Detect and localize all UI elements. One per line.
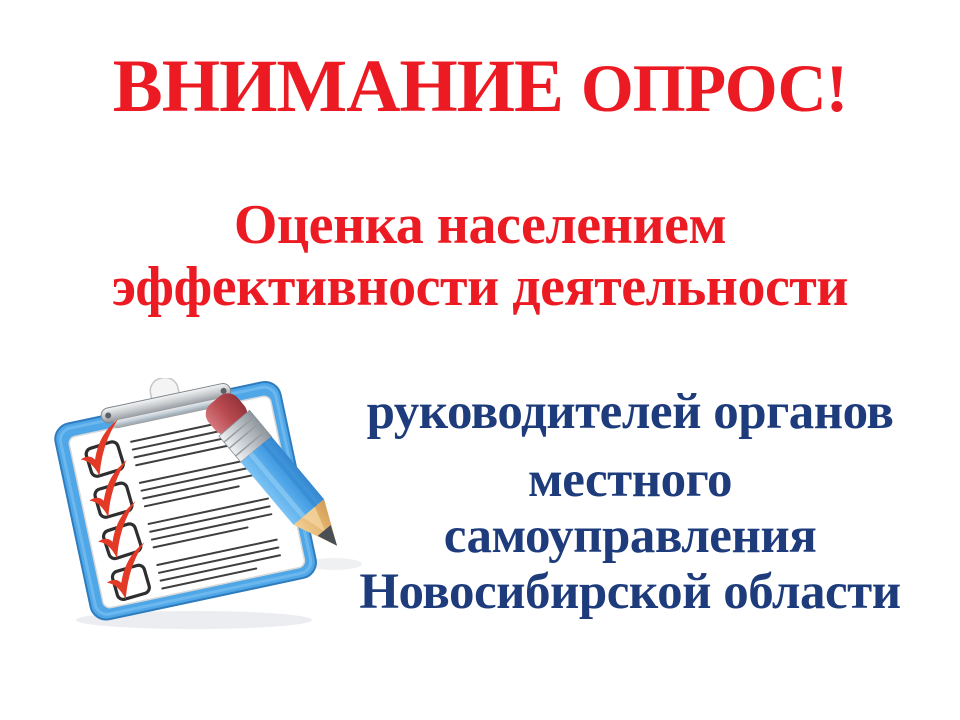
body-line-3: самоуправления — [443, 508, 817, 564]
slide-title — [0, 44, 960, 130]
body-line-2: местного — [528, 452, 732, 508]
title-survey-text: ОПРОС! — [580, 50, 848, 126]
body-line-4: Новосибирской области — [359, 564, 901, 620]
subtitle-line-1: Оценка населением — [233, 194, 727, 256]
slide-subtitle — [0, 194, 960, 318]
body-line-1: руководителей органов — [366, 384, 894, 440]
slide-body — [330, 384, 930, 620]
clipboard-pencil-illustration — [24, 378, 364, 640]
body-paragraph-2 — [330, 452, 930, 620]
subtitle-line-2: эффективности деятельности — [111, 256, 849, 318]
title-attention-text: ВНИМАНИЕ — [112, 45, 564, 128]
